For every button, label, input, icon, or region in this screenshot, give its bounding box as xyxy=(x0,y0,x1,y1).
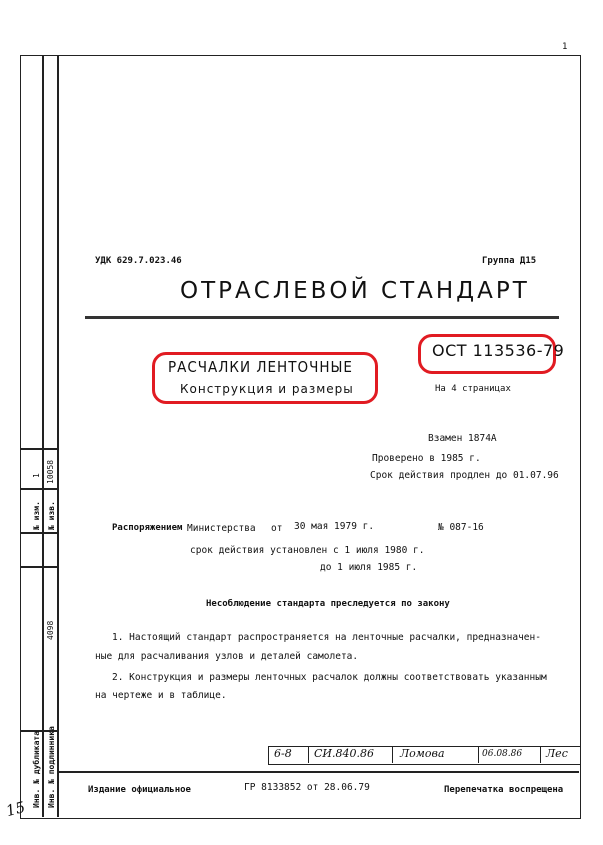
change-number-label: № изм. xyxy=(32,501,41,530)
checked-note: Проверено в 1985 г. xyxy=(372,453,481,464)
term-start: срок действия установлен с 1 июля 1980 г. xyxy=(190,545,425,556)
record-cell-divider xyxy=(478,746,479,763)
side-column-divider-1 xyxy=(42,55,44,817)
record-cell-4: 06.08.86 xyxy=(482,749,523,759)
order-label: Распоряжением xyxy=(112,523,183,533)
notice-number-label: № изв. xyxy=(47,501,56,530)
standard-subtitle: Конструкция и размеры xyxy=(180,382,354,396)
order-date: 30 мая 1979 г. xyxy=(294,521,375,532)
udk-code: УДК 629.7.023.46 xyxy=(95,256,182,266)
group-code: Группа Д15 xyxy=(482,256,537,266)
main-title: ОТРАСЛЕВОЙ СТАНДАРТ xyxy=(180,278,530,304)
order-number: № 087-16 xyxy=(438,522,484,533)
record-cell-5: Лес xyxy=(546,747,568,760)
side-row-divider xyxy=(20,488,58,490)
ost-number: ОСТ 113536-79 xyxy=(432,341,565,360)
replaces-note: Взамен 1874А xyxy=(428,433,497,444)
record-cell-divider xyxy=(392,746,393,763)
paragraph-1-line-2: ные для расчаливания узлов и деталей самолета. xyxy=(95,651,359,662)
original-inventory-value: 4098 xyxy=(46,620,55,640)
side-row-divider xyxy=(20,532,58,534)
pages-note: На 4 страницах xyxy=(435,384,511,394)
term-end: до 1 июля 1985 г. xyxy=(320,562,418,573)
page-number: 1 xyxy=(562,42,568,52)
paragraph-2-line-2: на чертеже и в таблице. xyxy=(95,690,227,701)
footer-reprint: Перепечатка воспрещена xyxy=(444,785,564,795)
footer-edition: Издание официальное xyxy=(88,785,191,795)
title-rule xyxy=(85,316,559,319)
duplicate-inventory-label: Инв. № дубликата xyxy=(32,730,41,808)
order-from: от xyxy=(271,523,283,534)
original-inventory-label: Инв. № подлинника xyxy=(47,726,56,808)
violation-notice: Несоблюдение стандарта преследуется по закону xyxy=(206,599,450,609)
paragraph-2-line-1: 2. Конструкция и размеры ленточных расчалок должны соответствовать указанным xyxy=(112,672,547,683)
record-cell-3: Ломова xyxy=(400,747,445,760)
record-cell-divider xyxy=(308,746,309,763)
standard-name: РАСЧАЛКИ ЛЕНТОЧНЫЕ xyxy=(168,358,353,376)
change-number-value: 1 xyxy=(32,473,41,478)
side-row-divider xyxy=(20,566,58,568)
side-column-divider-2 xyxy=(57,55,59,817)
validity-note: Срок действия продлен до 01.07.96 xyxy=(370,470,559,481)
order-ministry: Министерства xyxy=(187,523,256,534)
margin-handwritten-mark: 15 xyxy=(3,797,28,821)
footer-rule xyxy=(58,771,579,773)
paragraph-1-line-1: 1. Настоящий стандарт распространяется на ленточные расчалки, предназначен- xyxy=(112,632,541,643)
footer-gr: ГР 8133852 от 28.06.79 xyxy=(244,782,370,793)
record-cell-2: СИ.840.86 xyxy=(314,747,374,760)
record-cell-divider xyxy=(540,746,541,763)
record-cell-1: 6-8 xyxy=(274,747,292,760)
side-row-divider xyxy=(20,448,58,450)
notice-number-value: 10058 xyxy=(46,459,55,484)
